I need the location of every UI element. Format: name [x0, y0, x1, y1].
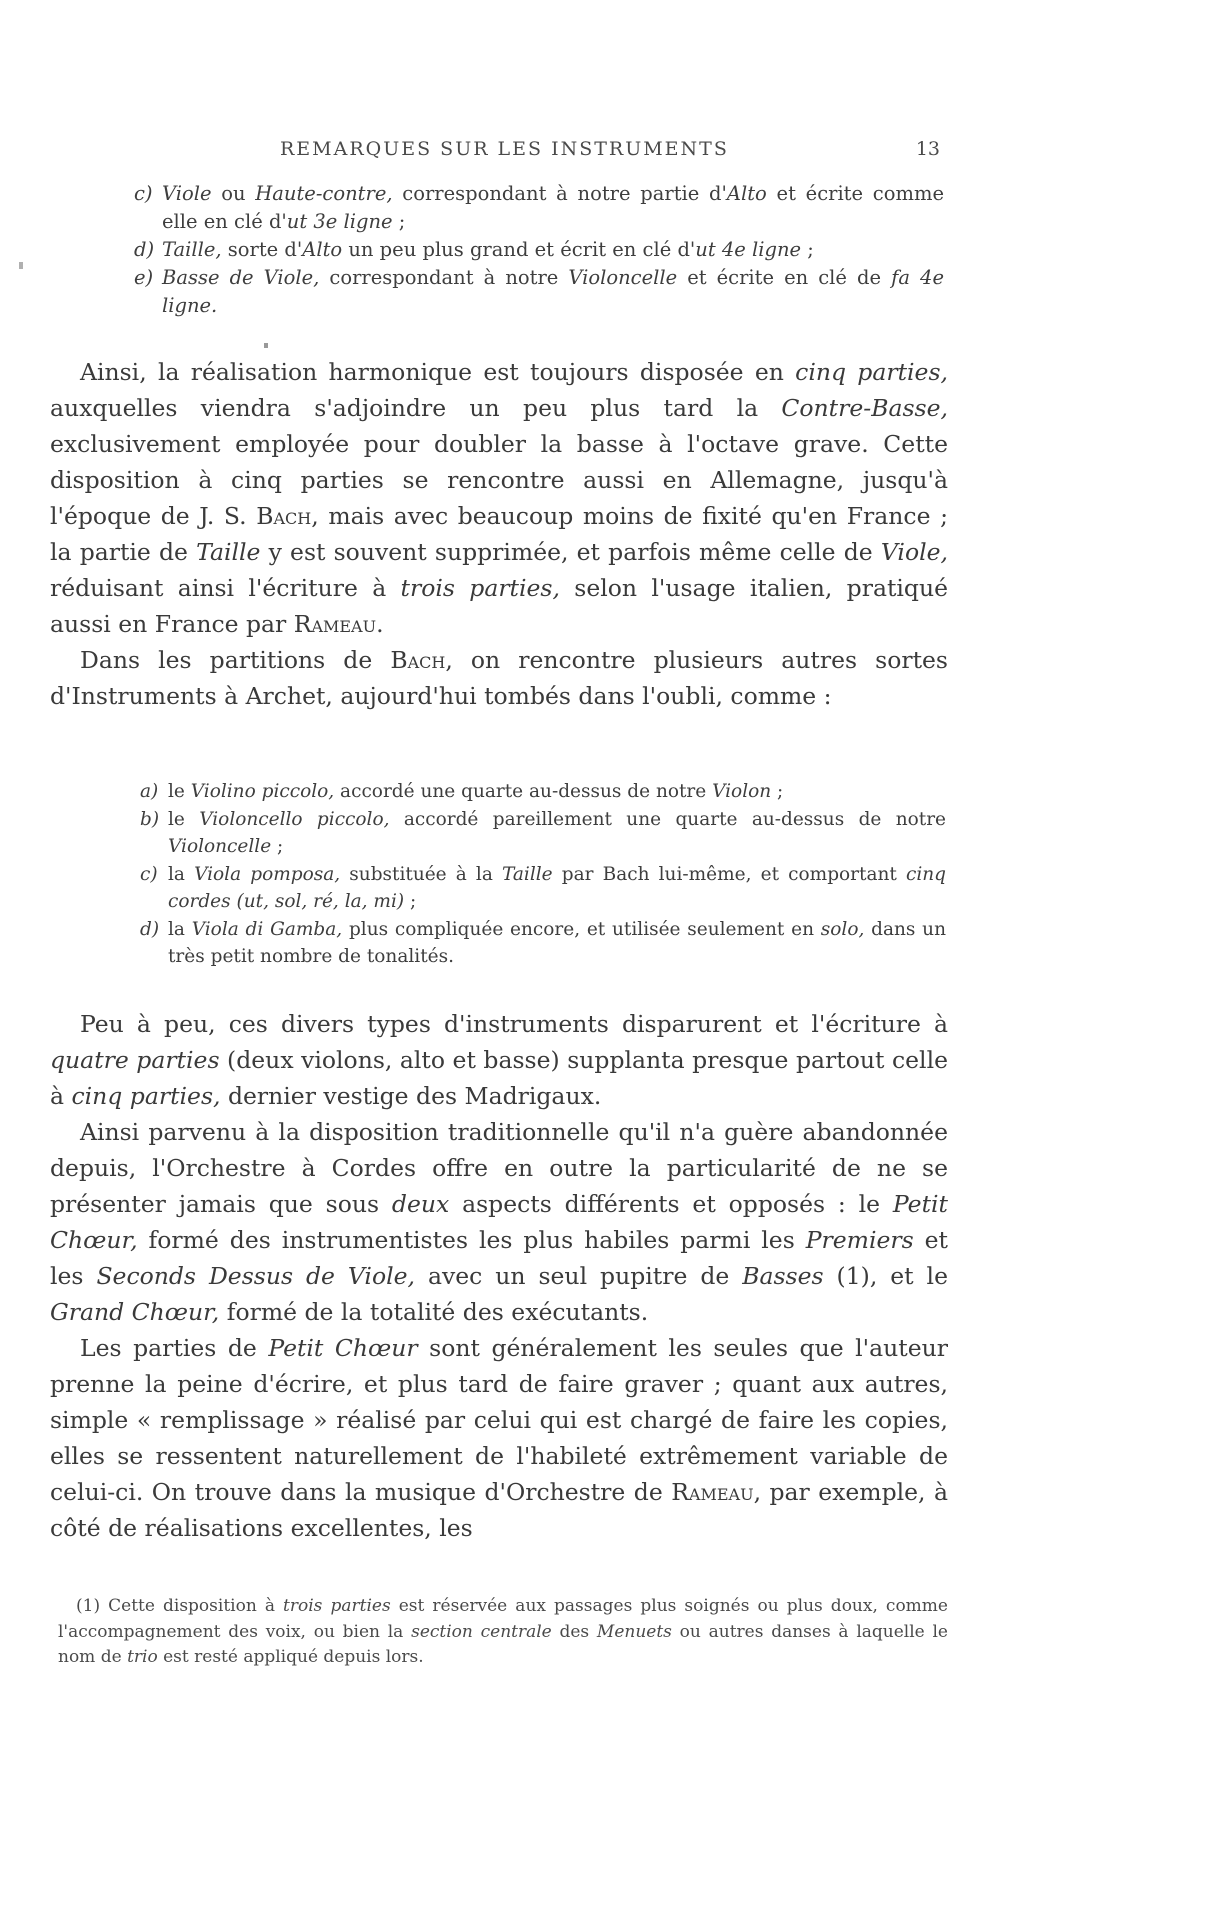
text-span: , par exemple, à côté de réalisations excellentes, les	[50, 1478, 948, 1542]
italic-span: section centrale	[411, 1621, 552, 1642]
italic-span: solo,	[820, 918, 865, 940]
italic-span: Violino piccolo,	[190, 781, 335, 802]
text-span: dernier vestige des Madrigaux.	[220, 1082, 602, 1110]
italic-span: Violoncelle	[568, 266, 678, 289]
italic-span: ut 3e ligne	[286, 210, 393, 233]
text-span: le	[168, 781, 191, 802]
list-item	[134, 236, 944, 264]
text-span: (1) Cette disposition à	[76, 1596, 284, 1616]
italic-span: trois parties	[283, 1596, 391, 1616]
paragraph-4	[50, 1114, 948, 1330]
italic-span: Viola di Gamba,	[191, 918, 343, 940]
italic-span: Violoncello piccolo,	[199, 808, 390, 830]
instrument-list-top	[134, 180, 944, 320]
text-span: aspects différents et opposés : le	[449, 1190, 893, 1218]
italic-span: Taille	[502, 863, 553, 885]
italic-span: Violon	[712, 781, 772, 802]
text-span: des	[551, 1621, 597, 1642]
list-item-label: c)	[140, 863, 158, 885]
italic-span: cinq parties,	[71, 1082, 221, 1110]
text-span: Ainsi, la réalisation harmonique est toujours disposée en	[80, 358, 796, 386]
italic-span: Haute-contre,	[255, 182, 393, 205]
text-span: auxquelles viendra s'adjoindre un peu plus tard la	[50, 394, 782, 422]
text-span: et les	[50, 1226, 948, 1290]
italic-span: Taille	[196, 538, 261, 566]
footnote	[58, 1594, 948, 1671]
italic-span: deux	[391, 1190, 450, 1218]
italic-span: Viola pomposa,	[194, 863, 341, 885]
italic-span: cinq cordes (ut, sol, ré, la, mi)	[168, 863, 947, 912]
text-span: est resté appliqué depuis lors.	[157, 1647, 424, 1667]
italic-span: Petit Chœur,	[50, 1190, 948, 1254]
text-span: ;	[771, 781, 784, 802]
italic-span: Taille,	[162, 238, 222, 261]
italic-span: Basses	[742, 1262, 824, 1290]
italic-span: Contre-Basse,	[781, 394, 948, 422]
list-item	[134, 180, 944, 236]
text-span: y est souvent supprimée, et parfois même celle de	[260, 538, 881, 566]
text-span: sont généralement les seules que l'auteur prenne la peine d'écrire, et plus tard de faire graver ; quant aux autres, simple « remplissage » réalisé par celui qui est chargé de faire les copies, elles se ressentent naturellement de l'habileté extrêmement variable de celui-ci. On trouve dans la musique d'Orchestre de	[50, 1334, 948, 1506]
small-caps-name: Rameau	[671, 1478, 754, 1506]
print-speck	[264, 343, 268, 348]
text-span: la	[168, 918, 192, 940]
italic-span: Viole	[162, 182, 212, 205]
text-span: ;	[271, 836, 284, 857]
instrument-list-bach	[140, 778, 946, 971]
paragraph-1	[50, 354, 948, 642]
list-item	[140, 778, 946, 806]
italic-span: Petit Chœur	[268, 1334, 418, 1362]
paragraph-2	[50, 642, 948, 714]
text-span: accordé une quarte au-dessus de notre	[334, 781, 713, 802]
text-span: substituée à la	[340, 863, 502, 885]
text-span: (deux violons, alto et basse) supplanta presque partout celle à	[50, 1046, 948, 1110]
paragraph-5	[50, 1330, 948, 1546]
text-span: la	[168, 863, 195, 885]
italic-span: trio	[127, 1647, 158, 1667]
text-span: avec un seul pupitre de	[414, 1262, 743, 1290]
italic-span: Basse de Viole,	[162, 266, 320, 289]
text-span: (1), et le	[823, 1262, 948, 1290]
text-span: , on rencontre plusieurs autres sortes d'Instruments à Archet, aujourd'hui tombés dans l'oubli, comme :	[50, 646, 948, 710]
italic-span: Viole,	[880, 538, 948, 566]
small-caps-name: Bach	[256, 502, 312, 530]
text-span: un peu plus grand et écrit en clé d'	[342, 238, 696, 261]
text-span: ;	[404, 891, 417, 912]
text-span: ;	[392, 210, 406, 233]
italic-span: Menuets	[596, 1621, 672, 1642]
text-span: est réservée aux passages plus soignés ou plus doux, comme l'accompagnement des voix, ou bien la	[58, 1596, 948, 1642]
list-item-label: b)	[140, 808, 160, 830]
italic-span: Premiers	[805, 1226, 914, 1254]
list-item	[140, 806, 946, 861]
text-span: Peu à peu, ces divers types d'instruments disparurent et l'écriture à	[80, 1010, 948, 1038]
italic-span: Grand Chœur,	[50, 1298, 220, 1326]
italic-span: Violoncelle	[168, 836, 272, 857]
text-span: par Bach lui-même, et comportant	[552, 863, 906, 885]
text-span: plus compliquée encore, et utilisée seulement en	[342, 918, 821, 940]
text-span: selon l'usage italien, pratiqué aussi en France par	[50, 574, 949, 638]
text-span: le	[168, 808, 200, 830]
list-item	[140, 861, 946, 916]
italic-span: Seconds Dessus de Viole,	[96, 1262, 415, 1290]
text-span: .	[376, 610, 384, 638]
margin-speck	[19, 262, 23, 269]
list-item-label: a)	[140, 781, 159, 802]
list-item-label: d)	[140, 918, 160, 940]
text-span: Les parties de	[80, 1334, 269, 1362]
header-title: REMARQUES SUR LES INSTRUMENTS	[280, 138, 729, 160]
text-span: Dans les partitions de	[80, 646, 391, 674]
text-span: Ainsi parvenu à la disposition traditionnelle qu'il n'a guère abandonnée depuis, l'Orchestre à Cordes offre en outre la particularité de ne se présenter jamais que sous	[50, 1118, 948, 1218]
italic-span: fa 4e ligne.	[162, 266, 944, 317]
italic-span: Alto	[726, 182, 767, 205]
list-item	[134, 264, 944, 320]
small-caps-name: Bach	[390, 646, 446, 674]
list-item	[140, 916, 946, 971]
page-number: 13	[915, 138, 940, 160]
text-span: ou	[211, 182, 256, 205]
small-caps-name: Rameau	[293, 610, 377, 638]
text-span: , mais avec beaucoup moins de fixité qu'en France ; la partie de	[50, 502, 948, 566]
text-span: ;	[801, 238, 814, 261]
text-span: formé des instrumentistes les plus habiles parmi les	[137, 1226, 806, 1254]
text-span: ou autres danses à laquelle le nom de	[58, 1621, 948, 1667]
text-span: sorte d'	[221, 238, 303, 261]
text-span: correspondant à notre partie d'	[392, 182, 727, 205]
text-span: et écrite comme elle en clé d'	[162, 182, 944, 233]
italic-span: ut 4e ligne	[695, 238, 802, 261]
running-header	[280, 138, 940, 160]
text-span: correspondant à notre	[319, 266, 569, 289]
text-span: exclusivement employée pour doubler la basse à l'octave grave. Cette disposition à cinq parties se rencontre aussi en Allemagne, jusqu'à l'époque de J. S.	[50, 430, 948, 530]
list-item-label: d)	[134, 238, 155, 261]
list-item-label: e)	[134, 266, 154, 289]
text-span: dans un très petit nombre de tonalités.	[168, 918, 947, 967]
italic-span: cinq parties,	[795, 358, 948, 386]
italic-span: Alto	[302, 238, 343, 261]
text-span: et écrite en clé de	[677, 266, 892, 289]
text-span: réduisant ainsi l'écriture à	[50, 574, 401, 602]
paragraph-3	[50, 1006, 948, 1114]
text-span: accordé pareillement une quarte au-dessus de notre	[389, 808, 946, 830]
text-span: formé de la totalité des exécutants.	[219, 1298, 649, 1326]
italic-span: trois parties,	[400, 574, 560, 602]
list-item-label: c)	[134, 182, 153, 205]
italic-span: quatre parties	[50, 1046, 220, 1074]
